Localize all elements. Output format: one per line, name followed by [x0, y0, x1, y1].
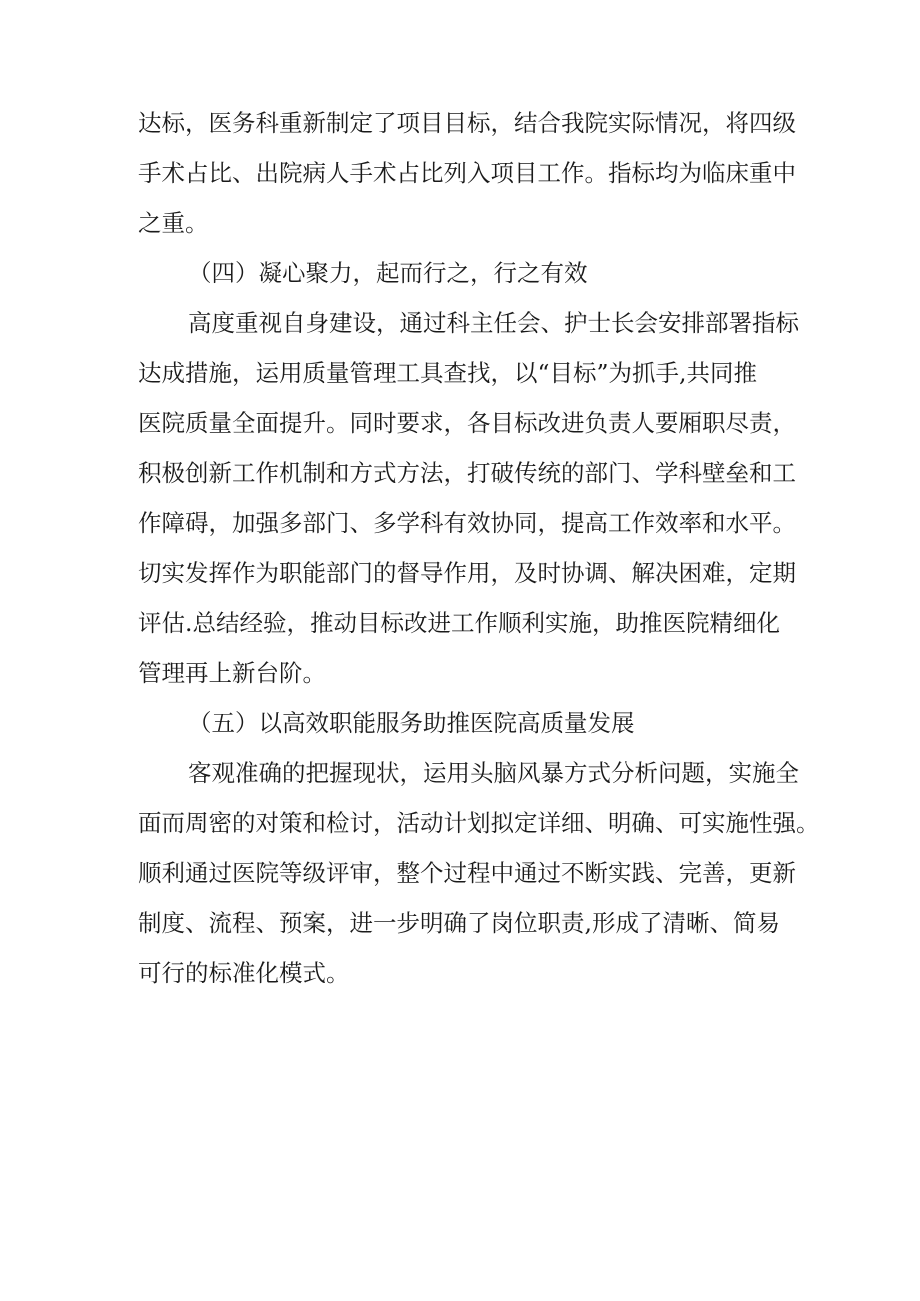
heading-text: （四）凝心聚力，起而行之，行之有效: [188, 259, 588, 287]
document-body: [138, 98, 820, 998]
text-line: 之重。: [138, 209, 209, 237]
text-line: 可行的标准化模式。: [138, 959, 350, 987]
text-line: 制度、流程、预案，进一步明确了岗位职责,形成了清晰、简易: [138, 909, 780, 937]
heading-text: （五）以高效职能服务助推医院高质量发展: [188, 709, 635, 737]
text-line: 客观准确的把握现状，运用头脑风暴方式分析问题，实施全: [188, 759, 799, 787]
paragraph-body-5: [138, 748, 820, 998]
section-heading-4: [138, 248, 788, 298]
text-line: 顺利通过医院等级评审，整个过程中通过不断实践、完善，更新: [138, 859, 796, 887]
paragraph-body-4: [138, 298, 799, 698]
section-heading-5: [138, 698, 788, 748]
text-line: 切实发挥作为职能部门的督导作用，及时协调、解决困难，定期: [138, 559, 796, 587]
text-line: 达标，医务科重新制定了项目目标，结合我院实际情况，将四级: [138, 109, 796, 137]
text-line: 医院质量全面提升。同时要求，各目标改进负责人要厢职尽责，: [138, 409, 796, 437]
text-line: 高度重视自身建设，通过科主任会、护士长会安排部署指标: [188, 309, 799, 337]
paragraph-continued: [138, 98, 796, 248]
text-line: 作障碍，加强多部门、多学科有效协同，提高工作效率和水平。: [138, 509, 796, 537]
text-line: 手术占比、出院病人手术占比列入项目工作。指标均为临床重中: [138, 159, 796, 187]
text-line: 积极创新工作机制和方式方法，打破传统的部门、学科壁垒和工: [138, 459, 796, 487]
text-line: 管理再上新台阶。: [138, 659, 326, 687]
text-line: 面而周密的对策和检讨，活动计划拟定详细、明确、可实施性强。: [138, 809, 820, 837]
text-line: 达成措施，运用质量管理工具查找，以“目标”为抓手,共同推: [138, 359, 757, 387]
text-line: 评估.总结经验，推动目标改进工作顺利实施，助推医院精细化: [138, 609, 780, 637]
